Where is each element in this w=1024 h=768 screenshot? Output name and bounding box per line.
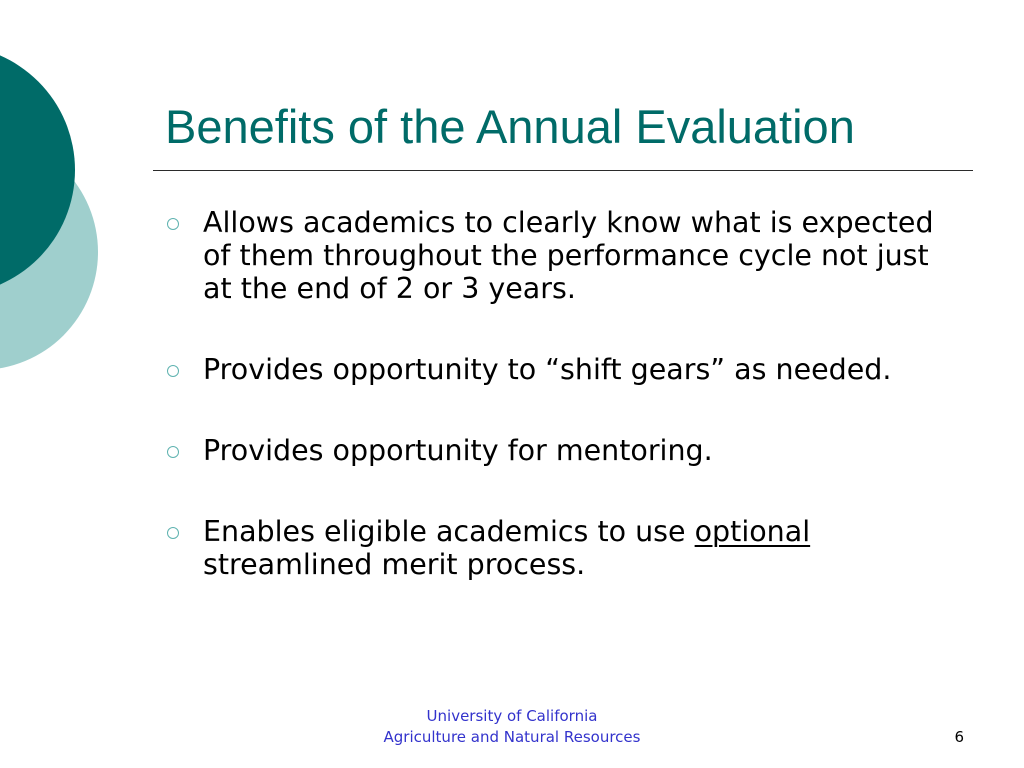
page-number: 6	[954, 728, 964, 746]
bullet-list	[160, 206, 940, 581]
underlined-word: optional	[694, 515, 811, 548]
hollow-circle-bullet-icon	[167, 218, 179, 230]
hollow-circle-bullet-icon	[167, 527, 179, 539]
hollow-circle-bullet-icon	[167, 446, 179, 458]
bullet-text: Provides opportunity to “shift gears” as needed.	[203, 353, 892, 386]
bullet-text-end: streamlined merit process.	[203, 548, 586, 581]
hollow-circle-bullet-icon	[167, 365, 179, 377]
bullet-item	[160, 353, 940, 386]
bullet-item	[160, 434, 940, 467]
bullet-item	[160, 515, 940, 581]
footer-organization: University of California	[426, 707, 598, 725]
bullet-text: Provides opportunity for mentoring.	[203, 434, 713, 467]
slide-title: Benefits of the Annual Evaluation	[165, 100, 855, 153]
bullet-text-start: Enables eligible academics to use	[203, 515, 695, 548]
footer	[312, 706, 712, 748]
footer-division: Agriculture and Natural Resources	[383, 728, 641, 746]
title-divider	[153, 170, 973, 171]
bullet-item	[160, 206, 940, 305]
decorative-circles	[0, 0, 120, 420]
bullet-text: Allows academics to clearly know what is expected of them throughout the performance cycle not just at the end of 2 or 3 years.	[203, 206, 934, 305]
